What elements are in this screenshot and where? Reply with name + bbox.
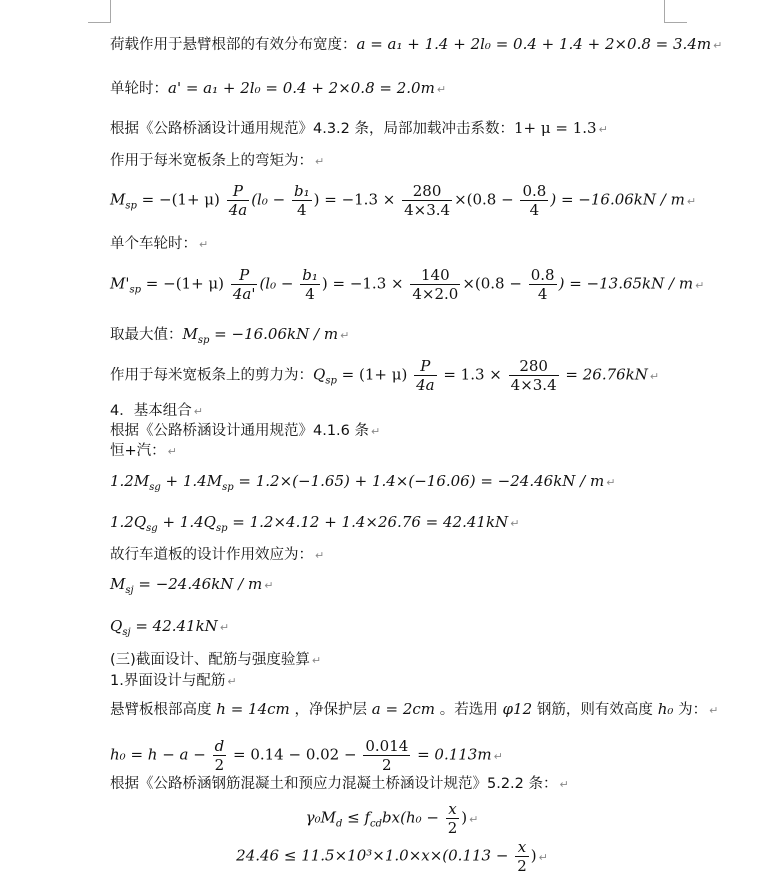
formula: ) bbox=[461, 808, 468, 827]
fraction bbox=[515, 838, 529, 875]
formula: cd bbox=[370, 818, 383, 830]
fraction bbox=[446, 800, 460, 837]
fraction bbox=[402, 182, 452, 219]
formula: = −16.06kN / m bbox=[209, 325, 339, 343]
formula: ×(0.8 − bbox=[454, 190, 514, 209]
formula: = 0.113m bbox=[412, 745, 492, 764]
paragraph-mark: ↵ bbox=[538, 850, 548, 864]
formula: a' = a₁ + 2l₀ = 0.4 + 2×0.8 = 2.0m bbox=[168, 79, 435, 97]
formula: = 42.41kN bbox=[130, 617, 218, 635]
text-line bbox=[110, 324, 349, 351]
paragraph-mark: ↵ bbox=[436, 83, 447, 96]
formula: 1.2M bbox=[110, 472, 150, 490]
paragraph-mark: ↵ bbox=[510, 517, 520, 530]
numerator: 0.8 bbox=[522, 182, 547, 200]
denominator: 4 bbox=[537, 285, 548, 303]
text-span: 作用于每米宽板条上的剪力为： bbox=[110, 367, 313, 384]
text-span: 悬臂板根部高度 bbox=[110, 702, 212, 718]
denominator: 4 bbox=[297, 201, 307, 219]
formula: ×(0.8 − bbox=[462, 274, 522, 293]
text-line bbox=[110, 699, 718, 721]
formula: sp bbox=[215, 523, 228, 534]
numerator: 0.8 bbox=[530, 266, 555, 284]
formula: = (1+ μ) bbox=[336, 365, 408, 384]
text-span: 根据《公路桥涵钢筋混凝土和预应力混凝土桥涵设计规范》5.2.2 条： bbox=[110, 776, 558, 792]
text-span: 。若选用 bbox=[439, 702, 498, 718]
text-span: 为： bbox=[678, 702, 708, 718]
formula: M bbox=[110, 190, 126, 209]
formula: ) bbox=[530, 846, 537, 865]
section-heading bbox=[110, 670, 237, 692]
denominator: 4a bbox=[416, 376, 435, 394]
formula: Q bbox=[110, 617, 123, 635]
text-span: 钢筋，则有效高度 bbox=[536, 702, 653, 718]
text-line bbox=[110, 420, 380, 442]
text-line bbox=[110, 233, 208, 255]
numerator: x bbox=[515, 838, 529, 857]
formula: + 1.4Q bbox=[157, 513, 216, 531]
paragraph-mark: ↵ bbox=[709, 704, 719, 717]
denominator: 4a' bbox=[232, 285, 256, 303]
formula: ≤ f bbox=[342, 808, 371, 827]
formula: = 0.14 − 0.02 − bbox=[228, 745, 357, 764]
numerator: b₁ bbox=[302, 266, 318, 284]
paragraph-mark: ↵ bbox=[193, 405, 203, 418]
formula-line bbox=[110, 616, 229, 643]
formula-line bbox=[0, 838, 784, 875]
formula: sj bbox=[122, 627, 131, 638]
text-span: 根据《公路桥涵设计通用规范》4.3.2 条，局部加载冲击系数： bbox=[110, 121, 515, 137]
numerator: P bbox=[231, 266, 258, 285]
text-span: 取最大值： bbox=[110, 327, 183, 343]
text-line bbox=[110, 78, 446, 100]
formula: = −(1+ μ) bbox=[141, 274, 225, 293]
formula: + 1.4M bbox=[160, 472, 223, 490]
formula: sg bbox=[149, 482, 161, 493]
section-heading bbox=[110, 400, 203, 422]
formula: (l₀ − bbox=[251, 190, 286, 209]
formula-line bbox=[110, 357, 659, 394]
formula: sg bbox=[146, 523, 158, 534]
formula: γ₀M bbox=[305, 808, 336, 827]
formula: bx(h₀ − bbox=[382, 808, 439, 827]
formula: φ12 bbox=[497, 700, 537, 718]
formula: sj bbox=[125, 585, 134, 596]
fraction bbox=[227, 182, 250, 219]
paragraph-mark: ↵ bbox=[227, 675, 237, 688]
formula: a = a₁ + 1.4 + 2l₀ = 0.4 + 1.4 + 2×0.8 = 3.4m bbox=[356, 35, 712, 53]
formula: sp bbox=[325, 375, 337, 387]
text-line bbox=[110, 118, 608, 140]
denominator: 2 bbox=[382, 756, 392, 774]
fraction bbox=[509, 357, 559, 394]
formula: = 26.76kN bbox=[560, 365, 648, 384]
formula: h = 14cm bbox=[211, 700, 295, 718]
formula: = 1.2×(−1.65) + 1.4×(−16.06) = −24.46kN / m bbox=[233, 472, 605, 490]
paragraph-mark: ↵ bbox=[598, 123, 608, 136]
formula: Q bbox=[313, 365, 326, 384]
formula: (l₀ − bbox=[259, 274, 294, 293]
text-line bbox=[110, 34, 722, 56]
paragraph-mark: ↵ bbox=[493, 749, 503, 763]
text-span: 作用于每米宽板条上的弯矩为： bbox=[110, 153, 313, 169]
text-span: (三)截面设计、配筋与强度验算 bbox=[110, 652, 310, 668]
crop-mark-right bbox=[664, 0, 687, 23]
text-line bbox=[110, 440, 177, 462]
fraction bbox=[213, 737, 227, 774]
denominator: 4×3.4 bbox=[404, 201, 451, 219]
paragraph-mark: ↵ bbox=[315, 155, 325, 168]
paragraph-mark: ↵ bbox=[469, 812, 479, 826]
paragraph-mark: ↵ bbox=[315, 549, 325, 562]
paragraph-mark: ↵ bbox=[713, 39, 723, 52]
paragraph-mark: ↵ bbox=[686, 194, 697, 208]
text-span: 4．基本组合 bbox=[110, 403, 192, 419]
formula: ) = −13.65kN / m bbox=[558, 274, 694, 293]
text-span: 故行车道板的设计作用效应为： bbox=[110, 547, 313, 563]
formula: ) = −1.3 × bbox=[321, 274, 404, 293]
formula: h₀ bbox=[652, 700, 679, 718]
numerator: 0.014 bbox=[365, 737, 409, 755]
fraction bbox=[410, 266, 460, 303]
numerator: 140 bbox=[410, 266, 460, 285]
formula: sp bbox=[222, 482, 234, 493]
denominator: 4×2.0 bbox=[412, 285, 459, 303]
paragraph-mark: ↵ bbox=[199, 238, 209, 251]
numerator: x bbox=[446, 800, 460, 819]
formula: = 1.3 × bbox=[438, 365, 502, 384]
paragraph-mark: ↵ bbox=[219, 621, 230, 634]
text-span: ，净保护层 bbox=[294, 702, 368, 718]
paragraph-mark: ↵ bbox=[311, 654, 322, 667]
text-line bbox=[110, 544, 324, 566]
formula: sp bbox=[129, 284, 142, 296]
formula: d bbox=[335, 818, 343, 830]
formula: M bbox=[110, 575, 126, 593]
numerator: P bbox=[414, 357, 437, 376]
formula: M' bbox=[110, 274, 130, 293]
text-span: 恒+汽： bbox=[110, 443, 166, 459]
text-span: 单轮时： bbox=[110, 81, 168, 97]
numerator: P bbox=[227, 182, 250, 201]
denominator: 4 bbox=[305, 285, 315, 303]
text-span: 单个车轮时： bbox=[110, 236, 197, 252]
formula-line bbox=[0, 800, 784, 837]
fraction bbox=[529, 266, 557, 303]
formula: ) = −1.3 × bbox=[313, 190, 396, 209]
fraction bbox=[414, 357, 437, 394]
formula: 1+ μ = 1.3 bbox=[514, 119, 597, 137]
formula: sp bbox=[197, 335, 210, 346]
paragraph-mark: ↵ bbox=[559, 778, 569, 791]
numerator: 280 bbox=[509, 357, 559, 376]
numerator: d bbox=[214, 737, 225, 755]
formula-line bbox=[110, 182, 696, 219]
paragraph-mark: ↵ bbox=[695, 278, 705, 292]
text-span: 根据《公路桥涵设计通用规范》4.1.6 条 bbox=[110, 423, 370, 439]
formula: = −(1+ μ) bbox=[136, 190, 220, 209]
formula-line bbox=[110, 574, 273, 601]
formula: h₀ = h − a − bbox=[110, 745, 206, 764]
formula-line bbox=[110, 737, 503, 774]
denominator: 2 bbox=[517, 857, 527, 875]
formula: = −24.46kN / m bbox=[133, 575, 263, 593]
formula: M bbox=[182, 325, 198, 343]
denominator: 2 bbox=[447, 819, 458, 837]
fraction bbox=[363, 737, 410, 774]
formula: = 1.2×4.12 + 1.4×26.76 = 42.41kN bbox=[227, 513, 509, 531]
formula: ) = −16.06kN / m bbox=[550, 190, 685, 209]
fraction bbox=[300, 266, 320, 303]
denominator: 4a bbox=[228, 201, 248, 219]
denominator: 4 bbox=[529, 201, 540, 219]
formula: a = 2cm bbox=[367, 700, 440, 718]
paragraph-mark: ↵ bbox=[264, 579, 274, 592]
denominator: 2 bbox=[214, 756, 225, 774]
paragraph-mark: ↵ bbox=[606, 476, 616, 489]
fraction bbox=[292, 182, 312, 219]
paragraph-mark: ↵ bbox=[340, 329, 350, 342]
text-line bbox=[110, 773, 569, 795]
formula: 1.2Q bbox=[110, 513, 147, 531]
formula-line bbox=[110, 512, 519, 539]
formula-line bbox=[110, 471, 615, 498]
fraction bbox=[231, 266, 258, 303]
formula: sp bbox=[125, 200, 137, 212]
numerator: 280 bbox=[402, 182, 452, 201]
paragraph-mark: ↵ bbox=[167, 445, 177, 458]
numerator: b₁ bbox=[293, 182, 310, 200]
paragraph-mark: ↵ bbox=[371, 425, 381, 438]
denominator: 4×3.4 bbox=[510, 376, 557, 394]
text-span: 1.界面设计与配筋 bbox=[110, 673, 226, 689]
fraction bbox=[520, 182, 548, 219]
paragraph-mark: ↵ bbox=[649, 369, 660, 383]
formula: 24.46 ≤ 11.5×10³×1.0×x×(0.113 − bbox=[236, 846, 509, 865]
text-span: 荷载作用于悬臂根部的有效分布宽度： bbox=[110, 37, 357, 53]
crop-mark-left bbox=[88, 0, 111, 23]
section-heading bbox=[110, 649, 321, 671]
formula-line bbox=[110, 266, 704, 303]
text-line bbox=[110, 150, 324, 172]
